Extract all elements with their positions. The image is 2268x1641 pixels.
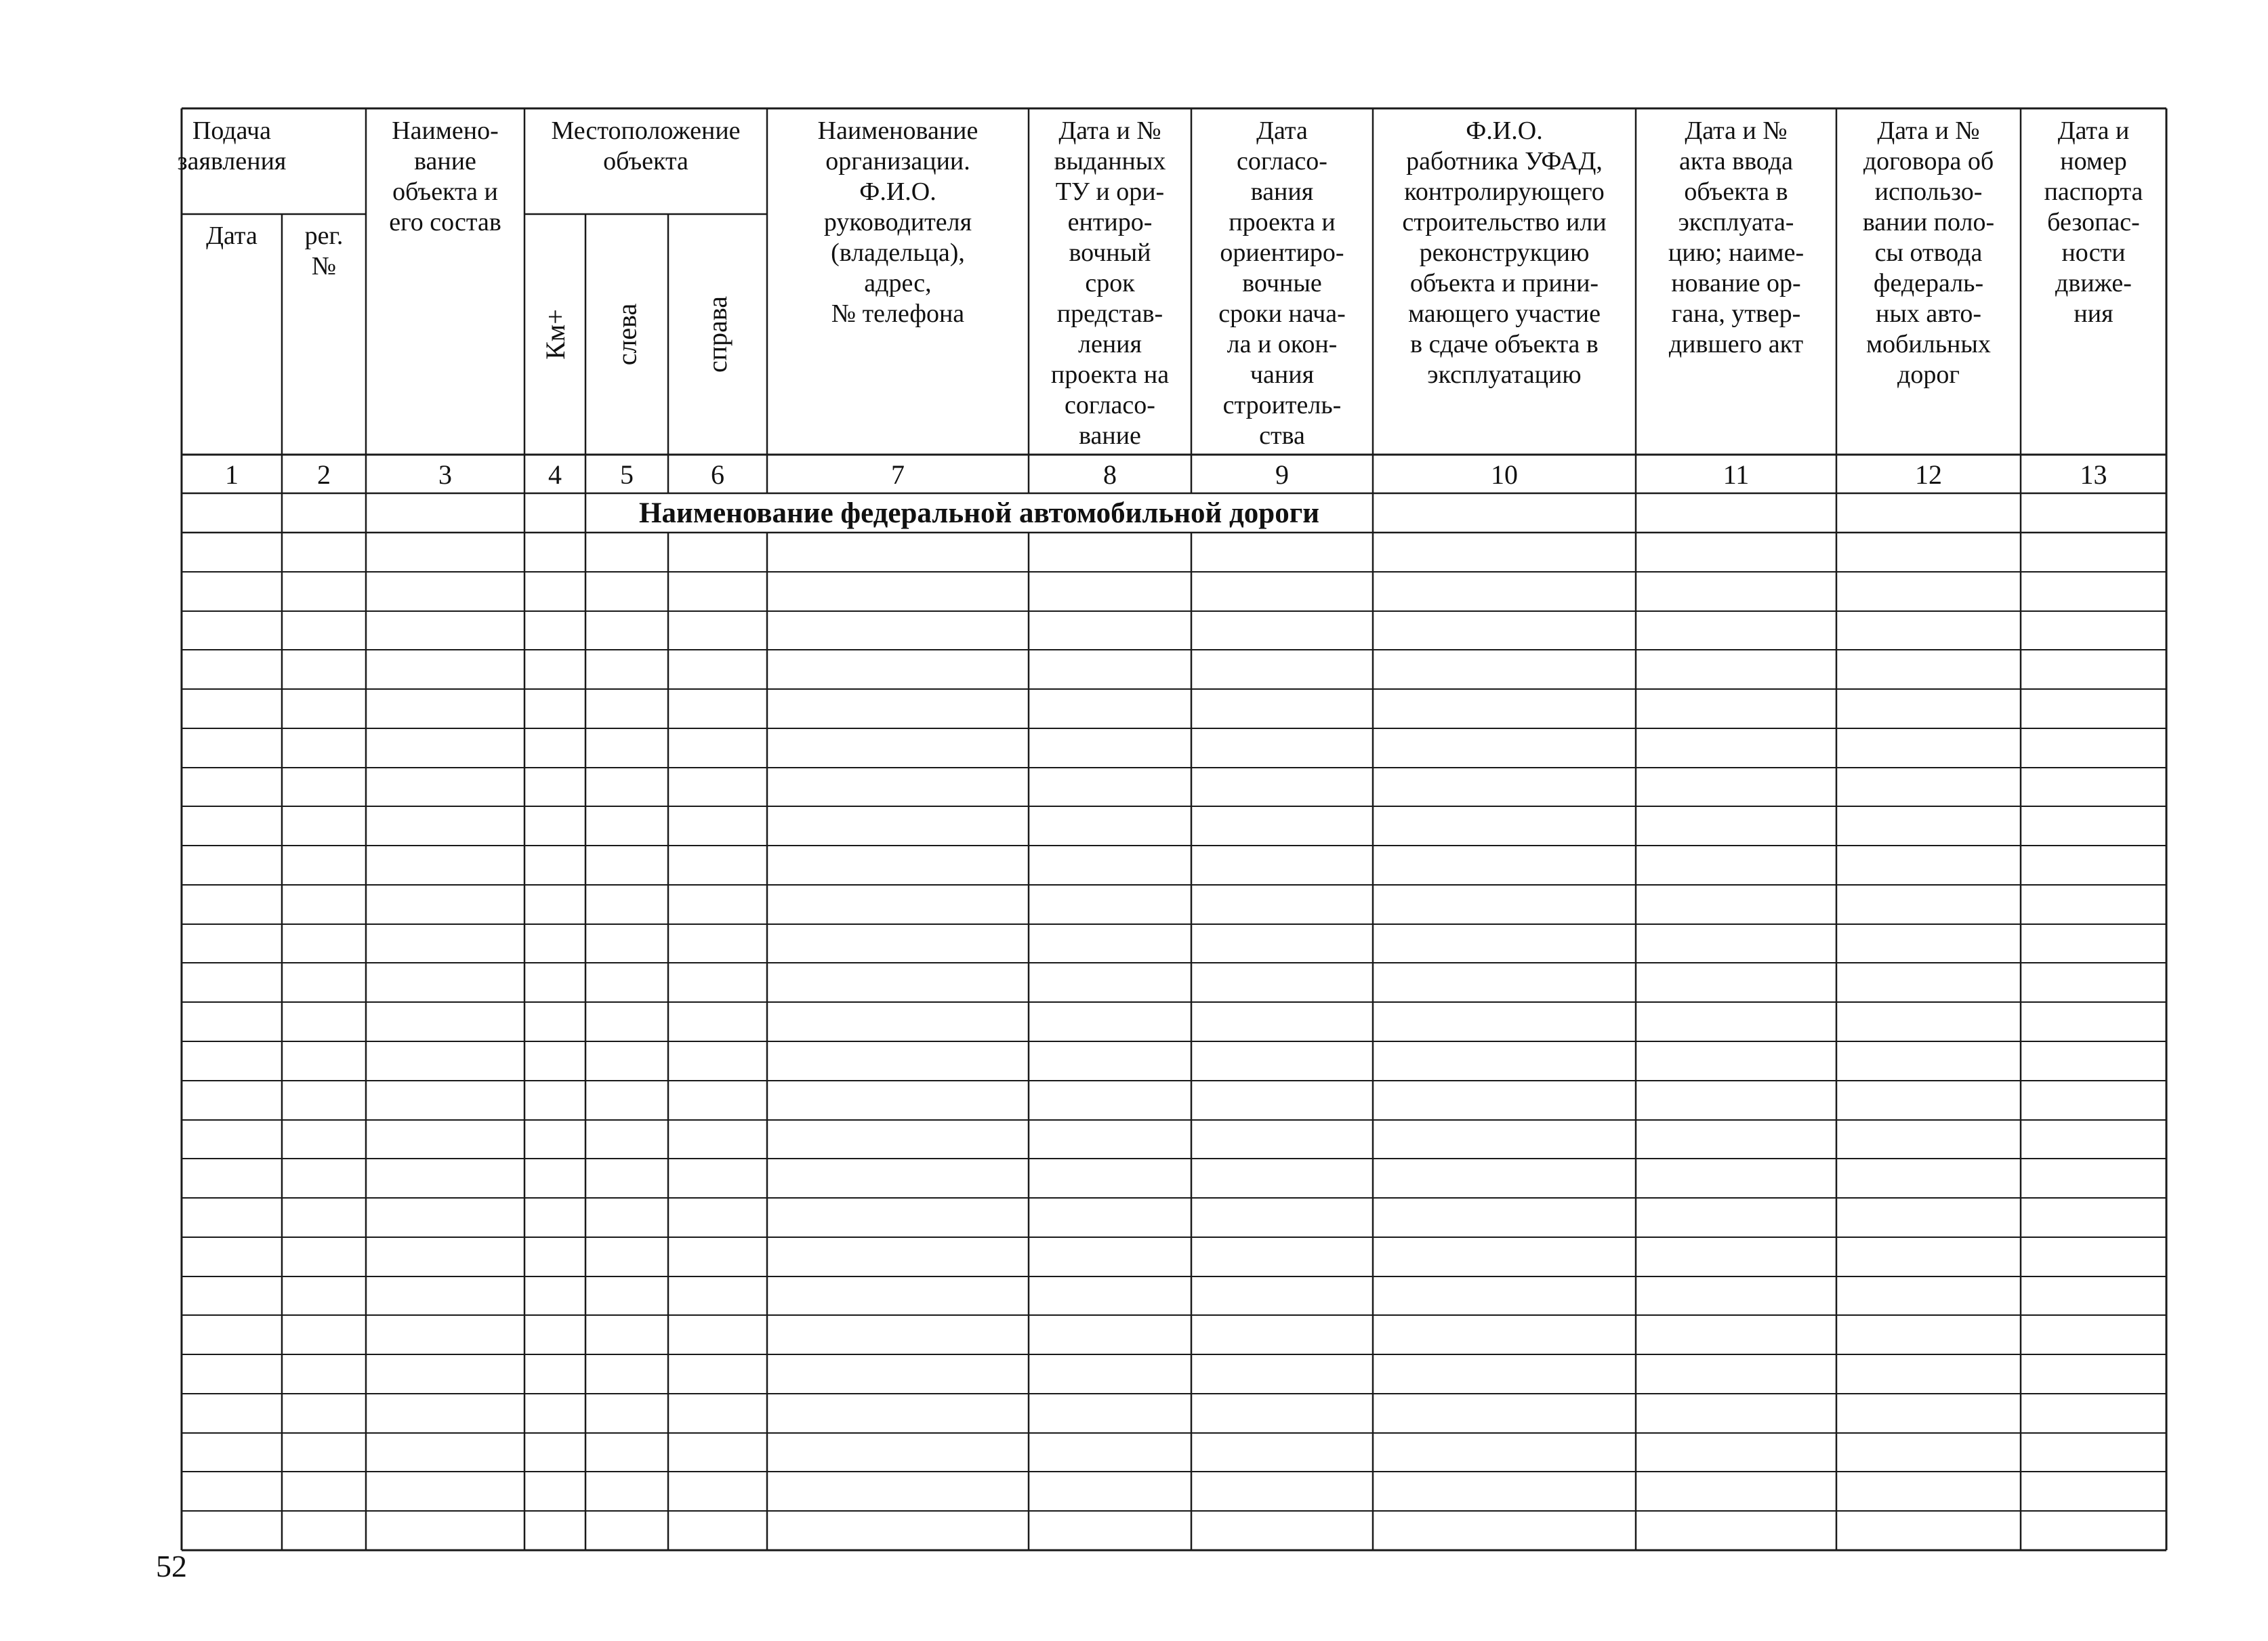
road-title: Наименование федеральной автомобильной дороги bbox=[639, 497, 1319, 529]
column-number: 2 bbox=[317, 459, 331, 490]
column-number: 7 bbox=[891, 459, 905, 490]
page-number: 52 bbox=[156, 1549, 187, 1583]
column-number: 4 bbox=[548, 459, 562, 490]
header-commissioning-act: Дата и № акта ввода объекта в эксплуата- цию; наиме- нование ор- гана, утвер- дившего акт bbox=[1668, 117, 1805, 358]
header-tu-date: Дата и № выданных ТУ и ори- ентиро- вочный срок представ- ления проекта на согласо- вание bbox=[1050, 117, 1170, 450]
column-number: 10 bbox=[1491, 459, 1518, 490]
column-number: 12 bbox=[1915, 459, 1942, 490]
column-number: 11 bbox=[1723, 459, 1750, 490]
column-number: 1 bbox=[225, 459, 239, 490]
header-application-group: Подача заявления bbox=[177, 117, 287, 175]
column-number: 13 bbox=[2080, 459, 2107, 490]
header-left-side: слева bbox=[611, 303, 642, 365]
column-number: 9 bbox=[1275, 459, 1289, 490]
column-number: 8 bbox=[1103, 459, 1117, 490]
column-number: 5 bbox=[620, 459, 634, 490]
header-date: Дата bbox=[206, 222, 257, 250]
header-organization: Наименование организации. Ф.И.О. руководителя (владельца), адрес, № телефона bbox=[817, 117, 978, 328]
header-right-side: справа bbox=[702, 295, 733, 373]
header-location-group: Местоположение объекта bbox=[551, 117, 741, 175]
header-ufad-employee: Ф.И.О. работника УФАД, контролирующего строительство или реконструкцию объекта и прини- мающего участие в сдаче объекта в эксплуатацию bbox=[1402, 117, 1607, 389]
column-number: 3 bbox=[438, 459, 452, 490]
column-number: 6 bbox=[711, 459, 724, 490]
header-approval-date: Дата согласо- вания проекта и ориентиро- вочные сроки нача- ла и окон- чания строитель- ства bbox=[1218, 117, 1346, 450]
header-reg-number: рег. № bbox=[304, 222, 344, 281]
header-safety-passport: Дата и номер паспорта безопас- ности движе- ния bbox=[2044, 117, 2143, 328]
header-right-of-way-contract: Дата и № договора об использо- вании поло- сы отвода федераль- ных авто- мобильных дорог bbox=[1862, 117, 1995, 389]
header-object-name: Наимено- вание объекта и его состав bbox=[389, 117, 501, 236]
header-km: Км+ bbox=[539, 308, 571, 360]
